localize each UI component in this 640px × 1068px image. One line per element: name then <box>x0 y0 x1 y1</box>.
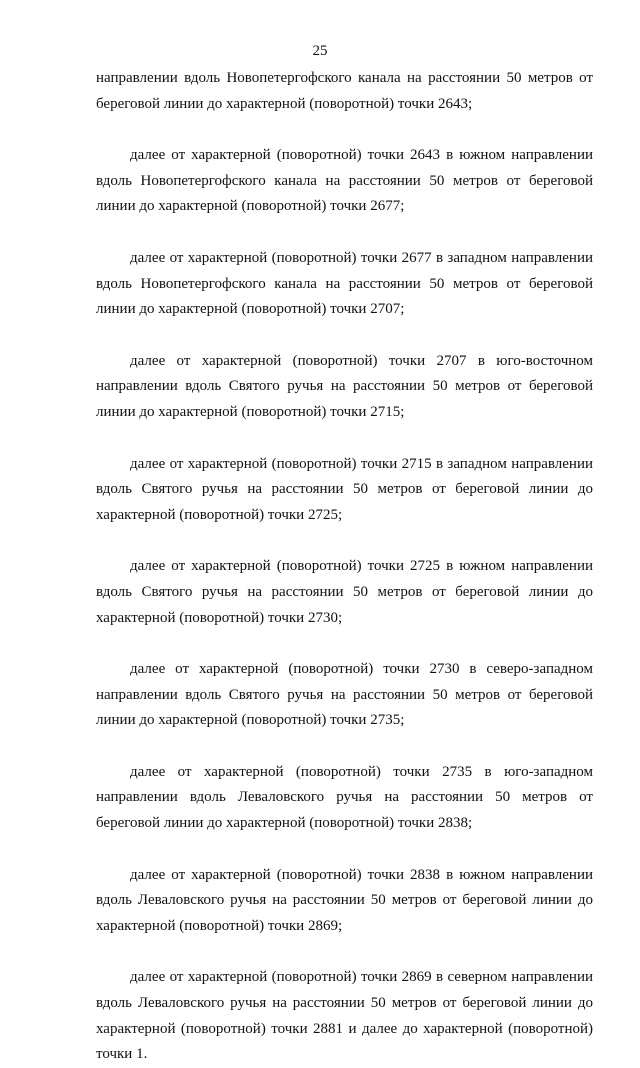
document-body <box>96 66 593 1068</box>
paragraph-point-2677: далее от характерной (поворотной) точки 2643 в южном направлении вдоль Новопетергофского канала на расстоянии 50 метров от береговой линии до характерной (поворотной) точки 2677; <box>96 147 593 215</box>
paragraph-point-2735: далее от характерной (поворотной) точки 2730 в северо-западном направлении вдоль Святого ручья на расстоянии 50 метров от береговой линии до характерной (поворотной) точки 2735; <box>96 661 593 729</box>
paragraph-point-2725: далее от характерной (поворотной) точки 2715 в западном направлении вдоль Святого ручья на расстоянии 50 метров от береговой линии до характерной (поворотной) точки 2725; <box>96 455 593 523</box>
paragraph-point-2838: далее от характерной (поворотной) точки 2735 в юго-западном направлении вдоль Леваловского ручья на расстоянии 50 метров от береговой линии до характерной (поворотной) точки 2838; <box>96 763 593 832</box>
paragraph-continuation: направлении вдоль Новопетергофского канала на расстоянии 50 метров от береговой линии до характерной (поворотной) точки 2643; <box>96 70 593 112</box>
paragraph-point-2707: далее от характерной (поворотной) точки 2677 в западном направлении вдоль Новопетергофского канала на расстоянии 50 метров от береговой линии до характерной (поворотной) точки 2707; <box>96 249 593 318</box>
paragraph-point-2730: далее от характерной (поворотной) точки 2725 в южном направлении вдоль Святого ручья на расстоянии 50 метров от береговой линии до характерной (поворотной) точки 2730; <box>96 558 593 626</box>
page-number: 25 <box>312 43 328 59</box>
paragraph-point-1: далее от характерной (поворотной) точки 2869 в северном направлении вдоль Леваловского ручья на расстоянии 50 метров от береговой линии до характерной (поворотной) точки 2881 и далее до характерной (поворотной) точки 1. <box>96 969 593 1063</box>
paragraph-point-2715: далее от характерной (поворотной) точки 2707 в юго-восточном направлении вдоль Святого ручья на расстоянии 50 метров от береговой линии до характерной (поворотной) точки 2715; <box>96 352 593 420</box>
paragraph-point-2869: далее от характерной (поворотной) точки 2838 в южном направлении вдоль Леваловского ручья на расстоянии 50 метров от береговой линии до характерной (поворотной) точки 2869; <box>96 866 593 934</box>
